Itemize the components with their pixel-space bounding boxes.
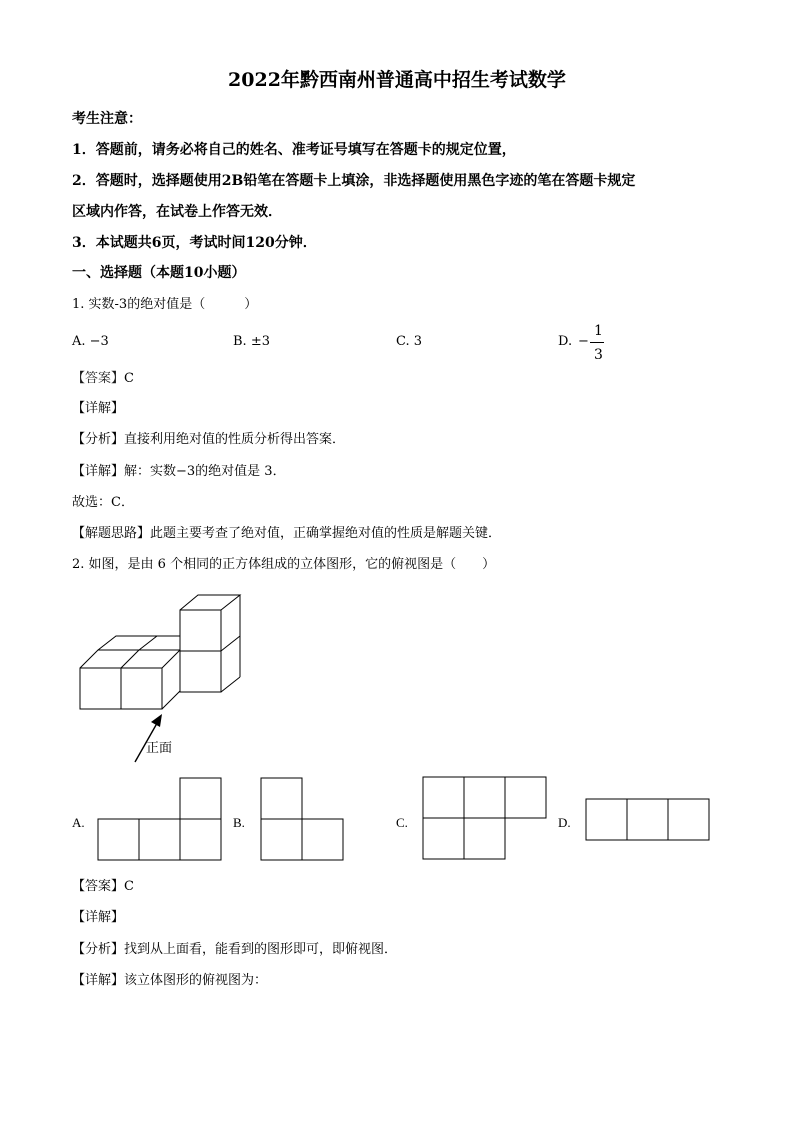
q2-detail-tag: 【详解】 xyxy=(72,910,125,925)
analysis-tag: 【分析】 xyxy=(72,942,125,957)
notice-item-3: 3．本试题共6页，考试时间120分钟． xyxy=(72,235,317,251)
fraction-denominator: 3 xyxy=(594,347,603,363)
q2-option-a-label: A. xyxy=(72,815,85,830)
notice-heading: 考生注意： xyxy=(72,111,142,127)
detail-tag: 【详解】 xyxy=(72,973,125,988)
section-heading: 一、选择题（本题10小题） xyxy=(72,265,246,281)
front-label: 正面 xyxy=(146,741,173,756)
q1-option-b: B. ±3 xyxy=(233,334,270,349)
q1-option-c: C. 3 xyxy=(396,334,423,349)
notice-item-2-cont: 区域内作答，在试卷上作答无效． xyxy=(72,204,282,220)
notice-item-2: 2．答题时，选择题使用2B铅笔在答题卡上填涂，非选择题使用黑色字迹的笔在答题卡规定 xyxy=(72,173,636,189)
q1-option-d-sign: − xyxy=(578,334,589,349)
answer-value: C xyxy=(124,371,134,386)
detail-tag: 【详解】 xyxy=(72,464,125,479)
q1-choose: 故选：C． xyxy=(72,495,134,510)
q2-stem: 2. 如图，是由 6 个相同的正方体组成的立体图形，它的俯视图是（ ） xyxy=(72,557,496,572)
q2-option-c-label: C. xyxy=(396,815,408,830)
q1-stem: 1. 实数-3的绝对值是（ ） xyxy=(72,297,258,312)
answer-value: C xyxy=(124,879,134,894)
answer-tag: 【答案】 xyxy=(72,371,125,386)
q2-option-b-label: B. xyxy=(233,815,245,830)
q2-detail xyxy=(72,974,267,987)
analysis-text: 找到从上面看，能看到的图形即可，即俯视图． xyxy=(124,942,398,957)
q1-option-d-label: D. xyxy=(558,334,573,349)
analysis-text: 直接利用绝对值的性质分析得出答案． xyxy=(124,432,346,447)
q1-option-a: A. −3 xyxy=(72,334,109,349)
page-title: 2022年黔西南州普通高中招生考试数学 xyxy=(228,69,566,91)
detail-text: 解：实数−3的绝对值是 3． xyxy=(124,464,286,479)
notice-item-1: 1．答题前，请务必将自己的姓名、准考证号填写在答题卡的规定位置， xyxy=(72,142,516,158)
idea-tag: 【解题思路】 xyxy=(72,526,151,541)
q2-analysis xyxy=(72,943,397,956)
answer-tag: 【答案】 xyxy=(72,879,125,894)
detail-text: 该立体图形的俯视图为： xyxy=(124,973,268,988)
analysis-tag: 【分析】 xyxy=(72,432,125,447)
fraction-numerator: 1 xyxy=(594,323,603,339)
idea-text: 此题主要考查了绝对值，正确掌握绝对值的性质是解题关键． xyxy=(150,526,502,541)
q2-option-d-label: D. xyxy=(558,815,571,830)
q1-detail-tag: 【详解】 xyxy=(72,401,125,416)
q2-answer xyxy=(72,880,134,893)
